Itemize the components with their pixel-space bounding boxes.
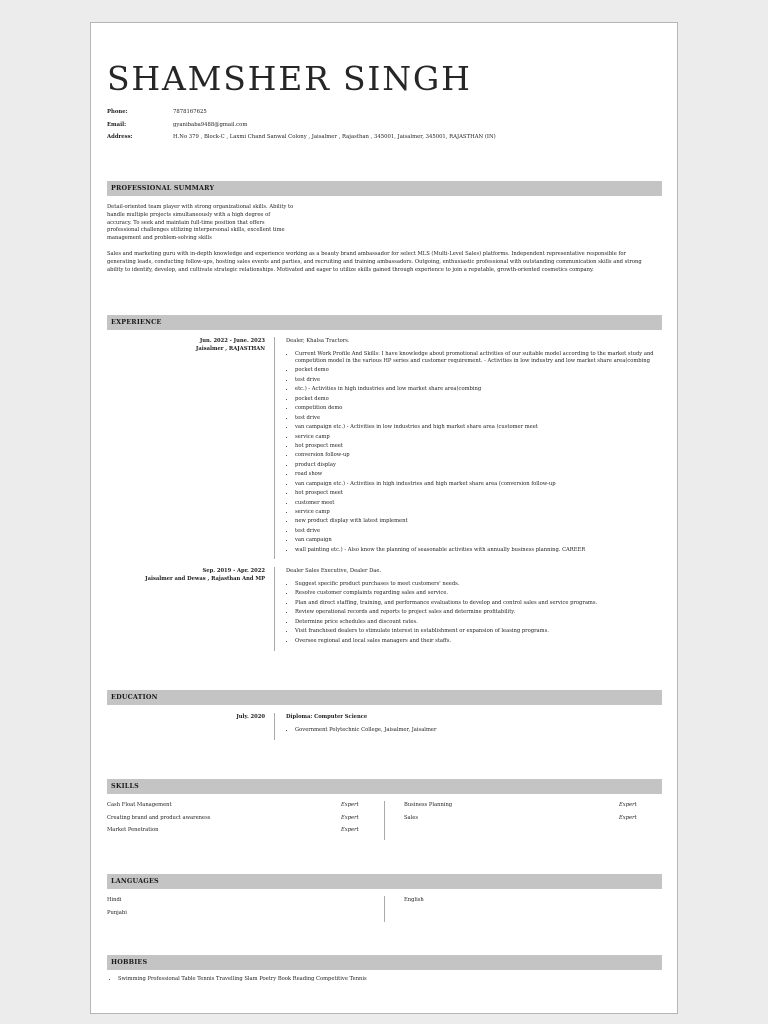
list-item: • van campaign etc.) - Activities in low industries and high market share area (customer meet	[295, 424, 662, 431]
experience-title: Dealer Sales Executive, Dealer Dae.	[286, 568, 382, 574]
skill-name: Business Planning	[404, 802, 453, 808]
list-item: • new product display with latest implement	[295, 518, 662, 525]
list-item: • pocket demo	[295, 367, 662, 374]
skills-column-left	[107, 801, 377, 839]
list-item: • test drive	[295, 415, 662, 422]
timeline-divider	[274, 713, 275, 740]
education-details	[286, 713, 662, 736]
summary-line: accuracy. To seek and maintain full-time position that offers	[107, 219, 265, 226]
skill-row	[107, 801, 377, 814]
experience-bullets	[286, 581, 662, 645]
skills-column-right	[404, 801, 674, 826]
language-row	[404, 896, 674, 909]
languages-column-left	[107, 896, 377, 921]
skill-level: Expert	[341, 827, 359, 834]
resume-page	[90, 22, 678, 1014]
contact-info	[107, 109, 667, 147]
list-item: • Resolve customer complaints regarding sales and service.	[295, 590, 662, 597]
list-item: • Visit franchised dealers to stimulate interest in establishment or expansion of leasing programs.	[295, 628, 662, 635]
contact-label: Address:	[107, 134, 133, 140]
summary-line: generating leads, conducting follow-ups, hosting sales events and parties, and recruiting and training ambassadors. Outgoing, enthusiastic professional with outstanding communication skills and strong	[107, 258, 642, 265]
skill-name: Creating brand and product awareness	[107, 814, 211, 821]
list-item: • pocket demo	[295, 396, 662, 403]
list-item: • hot prospect meet	[295, 490, 662, 497]
summary-line: Sales and marketing guru with in-depth knowledge and experience working as a beauty brand ambassador for select MLS (Multi-Level Sales) platforms. Independent representative responsible for	[107, 251, 626, 257]
contact-row-address	[107, 134, 667, 147]
list-item: • Current Work Profile And Skills: I have knowledge about promotional activities of our suitable model according to the market study and competition model in the various HP series and customer requirement. - Activities in low industry and low market share area(combing	[295, 351, 662, 365]
list-item: • Plan and direct staffing, training, and performance evaluations to develop and control sales and service programs.	[295, 600, 662, 607]
timeline-divider	[274, 337, 275, 559]
section-header-hobbies: HOBBIES	[107, 955, 662, 970]
list-item: • Suggest specific product purchases to meet customers' needs.	[295, 581, 662, 588]
education-bullets	[286, 727, 662, 734]
list-item: • Oversee regional and local sales managers and their staffs.	[295, 638, 662, 645]
section-header-languages: LANGUAGES	[107, 874, 662, 889]
list-item: • van campaign	[295, 537, 662, 544]
phone-value: 7878167625	[173, 109, 207, 115]
section-header-summary: PROFESSIONAL SUMMARY	[107, 181, 662, 196]
experience-meta	[107, 337, 265, 353]
list-item: • test drive	[295, 377, 662, 384]
list-item: • product display	[295, 462, 662, 469]
languages-table	[107, 896, 662, 926]
education-title: Diploma: Computer Science	[286, 714, 368, 720]
language-row	[107, 909, 377, 922]
languages-column-right	[404, 896, 674, 909]
summary-line: professional challenges utilizing interpersonal skills, excellent time	[107, 227, 285, 234]
list-item: • Government Polytechnic College, Jaisalmer, Jaisalmer	[295, 727, 662, 734]
language-name: Hindi	[107, 897, 122, 903]
list-item: • service camp	[295, 434, 662, 441]
section-header-skills: SKILLS	[107, 779, 662, 794]
section-header-education: EDUCATION	[107, 690, 662, 705]
list-item: • van campaign etc.) - Activities in high industries and high market share area (conversion follow-up	[295, 481, 662, 488]
experience-title: Dealer, Khalsa Tractors.	[286, 338, 350, 344]
summary-line: ability to identify, develop, and cultivate strategic relationships. Motivated and eager to utilize skills gained through experience to join a reputable, growth-oriented cosmetics company.	[107, 266, 594, 273]
timeline-divider	[274, 567, 275, 651]
summary-paragraph-2	[107, 251, 642, 274]
skill-level: Expert	[619, 814, 637, 821]
list-item: • Determine price schedules and discount rates.	[295, 619, 662, 626]
language-name: Punjabi	[107, 909, 127, 916]
list-item: • Swimming Professional Table Tennis Travelling Slam Poetry Book Reading Competitive Tennis	[118, 976, 367, 982]
skills-table	[107, 801, 662, 841]
contact-label: Phone:	[107, 109, 128, 115]
address-value: H.No 379 , Block-C , Laxmi Chand Sanwal Colony , Jaisalmer , Rajasthan , 345001, Jaisalmer, 345001, RAJASTHAN (IN)	[173, 134, 496, 140]
skill-name: Market Penetration	[107, 827, 159, 834]
skill-level: Expert	[341, 814, 359, 821]
experience-entry-2	[107, 567, 662, 651]
experience-details	[286, 567, 662, 647]
summary-line: management and problem-solving skills	[107, 235, 212, 242]
skill-row	[404, 801, 674, 814]
experience-location: Jaisalmer and Dewas , Rajasthan And MP	[145, 576, 265, 582]
list-item: • etc.) - Activities in high industries and low market share area(combing	[295, 386, 662, 393]
skill-name: Cash Float Management	[107, 802, 172, 808]
experience-dates: Jun. 2022 - June. 2023	[199, 338, 265, 344]
experience-location: Jaisalmer , RAJASTHAN	[195, 346, 265, 352]
column-divider	[384, 801, 385, 840]
language-name: English	[404, 897, 424, 903]
list-item: • competition demo	[295, 405, 662, 412]
skill-level: Expert	[341, 802, 359, 808]
list-item: • wall painting etc.) - Also know the planning of seasonable activities with annually business planning. CAREER	[295, 547, 662, 554]
list-item: • road show	[295, 471, 662, 478]
email-value: gyanibaba9488@gmail.com	[173, 121, 248, 128]
experience-entry-1	[107, 337, 662, 559]
summary-line: handle multiple projects simultaneously with a high degree of	[107, 211, 271, 218]
experience-details	[286, 337, 662, 556]
skill-row	[107, 826, 377, 839]
education-entry	[107, 713, 662, 740]
list-item: • Review operational records and reports to project sales and determine profitability.	[295, 609, 662, 616]
education-date: July. 2020	[236, 714, 265, 720]
skill-row	[107, 814, 377, 827]
summary-paragraph-1	[107, 204, 293, 243]
summary-line: Detail-oriented team player with strong organizational skills. Ability to	[107, 204, 294, 210]
column-divider	[384, 896, 385, 922]
list-item: • customer meet	[295, 500, 662, 507]
contact-row-phone	[107, 109, 667, 122]
language-row	[107, 896, 377, 909]
list-item: • hot prospect meet	[295, 443, 662, 450]
experience-bullets	[286, 351, 662, 554]
contact-label: Email:	[107, 121, 127, 128]
experience-meta	[107, 567, 265, 583]
section-header-experience: EXPERIENCE	[107, 315, 662, 330]
skill-row	[404, 814, 674, 827]
hobbies-list	[107, 976, 367, 982]
skill-level: Expert	[619, 802, 637, 808]
list-item: • test drive	[295, 528, 662, 535]
list-item: • service camp	[295, 509, 662, 516]
list-item: • conversion follow-up	[295, 452, 662, 459]
skill-name: Sales	[404, 814, 419, 821]
candidate-name: SHAMSHER SINGH	[107, 59, 472, 98]
contact-row-email	[107, 122, 667, 135]
experience-dates: Sep. 2019 - Apr. 2022	[202, 568, 265, 574]
